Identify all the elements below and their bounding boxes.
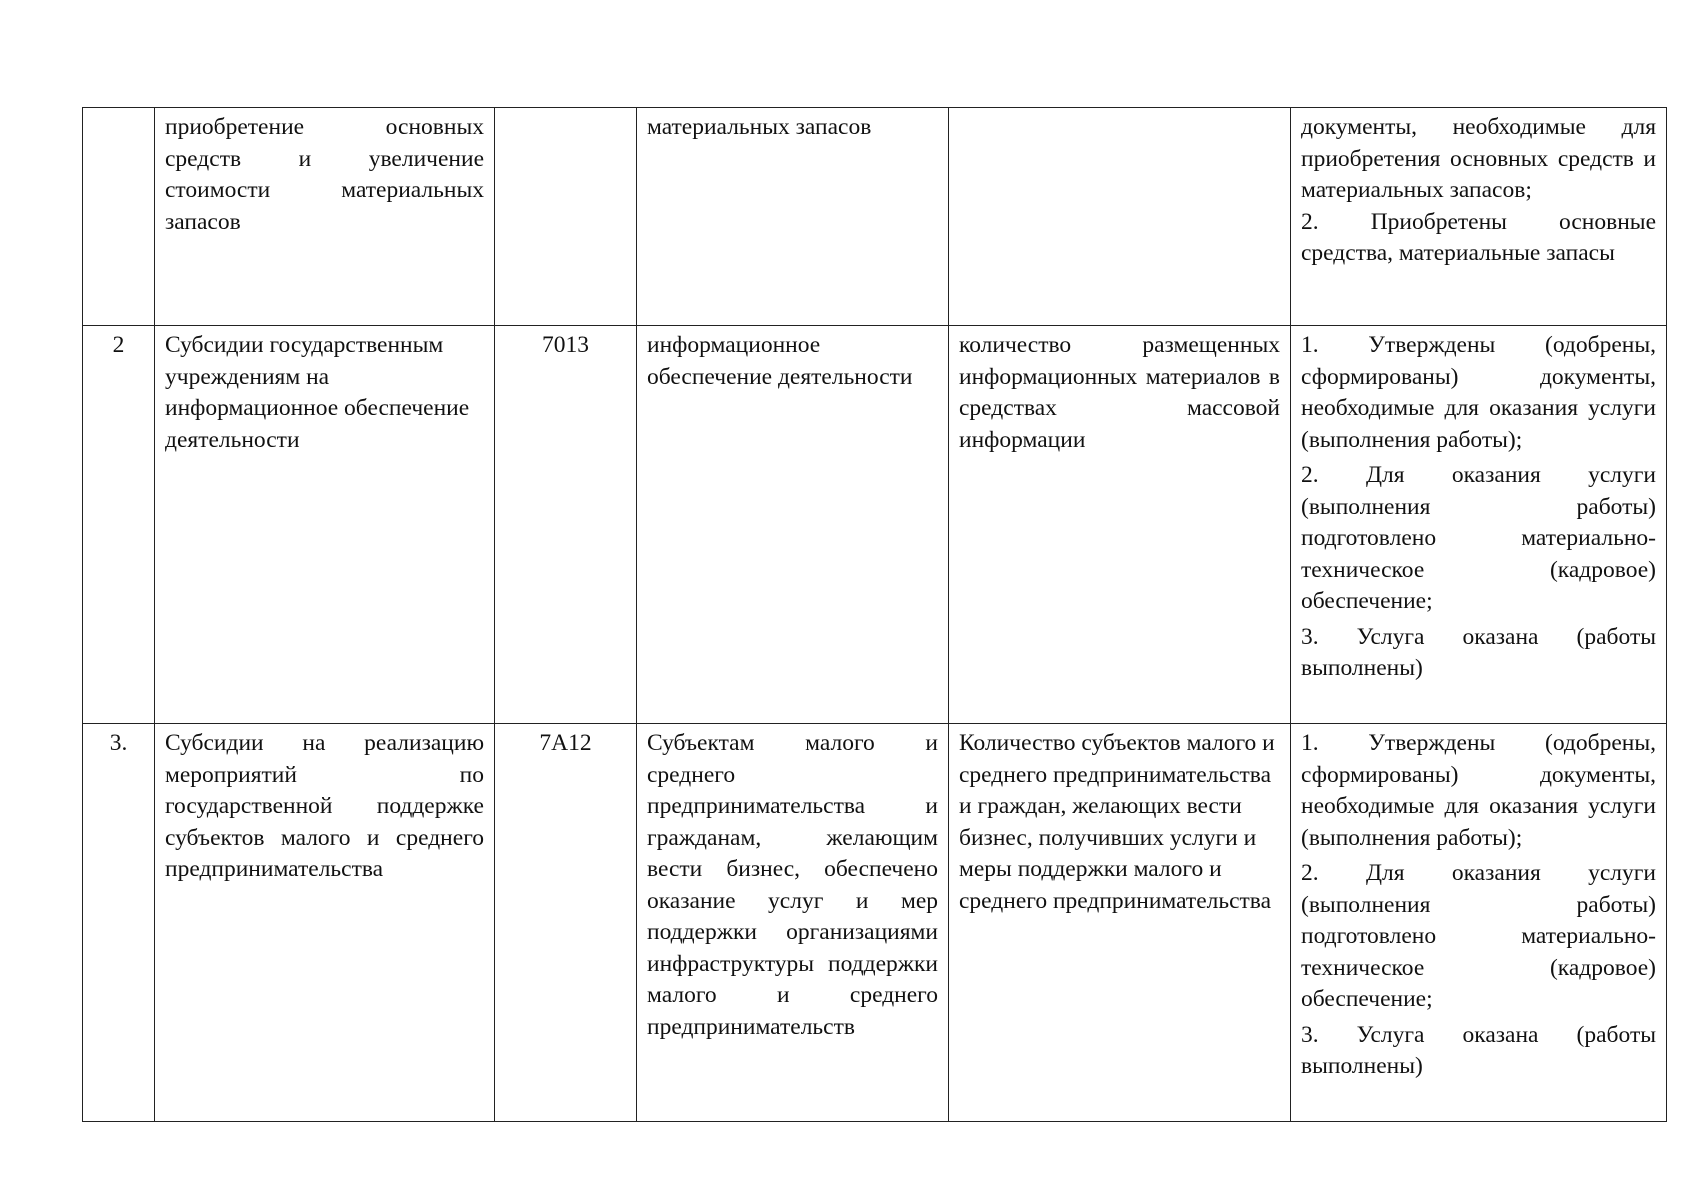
measure-code [495, 108, 637, 326]
indicator-text: Количество субъектов малого и среднего предпринимательства и граждан, желающих вести бизнес, получивших услуги и меры поддержки малого и среднего предпринимательства [959, 730, 1275, 914]
direction-text: информационное обеспечение деятельности [647, 332, 913, 390]
table-row [83, 108, 1667, 326]
indicator-cell [949, 724, 1291, 1122]
result-item: 2. Для оказания услуги (выполнения работы) подготовлено материально-техническое (кадровое) обеспечение; [1301, 860, 1656, 1012]
result-item: 1. Утверждены (одобрены, сформированы) документы, необходимые для оказания услуги (выполнения работы); [1301, 730, 1656, 851]
direction-text: материальных запасов [647, 114, 872, 140]
direction-cell [637, 326, 949, 724]
result-item: 1. Утверждены (одобрены, сформированы) документы, необходимые для оказания услуги (выполнения работы); [1301, 332, 1656, 453]
indicator-cell [949, 108, 1291, 326]
results-cell [1291, 108, 1667, 326]
result-item: 3. Услуга оказана (работы выполнены) [1301, 1021, 1656, 1079]
direction-cell [637, 724, 949, 1122]
table-row [83, 326, 1667, 724]
result-item: документы, необходимые для приобретения основных средств и материальных запасов; [1301, 114, 1656, 203]
measure-name: приобретение основных средств и увеличение стоимости материальных запасов [165, 114, 484, 235]
measure-code: 7А12 [495, 724, 637, 1122]
results-cell [1291, 326, 1667, 724]
row-number [83, 108, 155, 326]
measure-code: 7013 [495, 326, 637, 724]
result-item: 3. Услуга оказана (работы выполнены) [1301, 623, 1656, 681]
direction-text: Субъектам малого и среднего предпринимательства и гражданам, желающим вести бизнес, обеспечено оказание услуг и мер поддержки организациями инфраструктуры поддержки малого и среднего предпринимательств [647, 730, 938, 1040]
row-number: 2 [83, 326, 155, 724]
indicator-text: количество размещенных информационных материалов в средствах массовой информации [959, 332, 1280, 453]
measure-name-cell [155, 326, 495, 724]
measure-name: Субсидии государственным учреждениям на информационное обеспечение деятельности [165, 332, 470, 453]
result-item: 2. Для оказания услуги (выполнения работы) подготовлено материально-техническое (кадровое) обеспечение; [1301, 462, 1656, 614]
result-item: 2. Приобретены основные средства, материальные запасы [1301, 208, 1656, 266]
results-cell [1291, 724, 1667, 1122]
row-number: 3. [83, 724, 155, 1122]
direction-cell [637, 108, 949, 326]
measure-name-cell [155, 724, 495, 1122]
measures-table [82, 107, 1667, 1122]
measure-name: Субсидии на реализацию мероприятий по государственной поддержке субъектов малого и среднего предпринимательства [165, 730, 484, 882]
indicator-cell [949, 326, 1291, 724]
table-row [83, 724, 1667, 1122]
measure-name-cell [155, 108, 495, 326]
